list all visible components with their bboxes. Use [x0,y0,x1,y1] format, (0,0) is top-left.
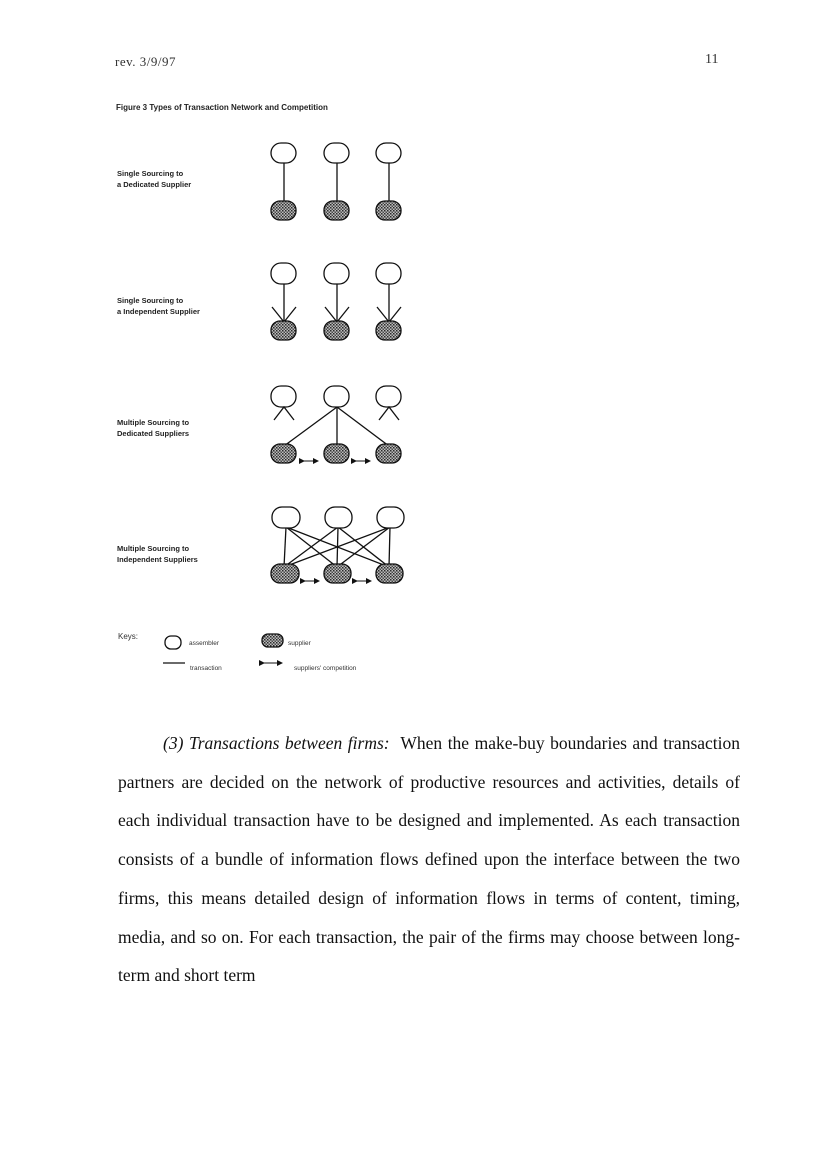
row-2-diagram [271,263,401,340]
row-3-diagram [271,386,401,463]
supplier-node [324,201,349,220]
paragraph-text: When the make-buy boundaries and transaction partners are decided on the network of productive resources and activities, details of each individual transaction have to be designed and implemented. As each transaction consists of a bundle of information flows defined upon the interface between the two firms, this means detailed design of information flows in terms of content, timing, media, and so on. For each transaction, the pair of the firms may choose between long-term and short term [118,733,741,986]
assembler-node [271,143,296,163]
page-number: 11 [705,52,719,67]
supplier-node [271,444,296,463]
row-1-diagram [271,143,401,220]
transaction-line [337,407,389,446]
row-label-multiple-dedicated: Multiple Sourcing to Dedicated Suppliers [117,418,190,438]
supplier-node [376,201,401,220]
supplier-key-label: supplier [288,640,311,647]
assembler-node [324,143,349,163]
keys-legend [163,634,283,663]
supplier-key-icon [262,634,283,647]
assembler-node [376,263,401,284]
supplier-node [271,321,296,340]
assembler-node [324,386,349,407]
supplier-node [376,444,401,463]
assembler-node [377,507,404,528]
row-label-multiple-independent: Multiple Sourcing to Independent Suppliers [117,544,198,564]
assembler-node [272,507,300,528]
assembler-key-icon [165,636,181,649]
keys-label: Keys: [118,632,139,641]
row-label-single-dedicated: Single Sourcing to a Dedicated Supplier [117,169,192,189]
assembler-key-label: assembler [189,640,219,647]
assembler-node [376,386,401,407]
supplier-node [271,564,299,583]
assembler-node [271,263,296,284]
revision-date: rev. 3/9/97 [115,54,176,69]
section-heading: (3) Transactions between firms: [163,733,390,753]
supplier-node [324,444,349,463]
supplier-node [376,564,403,583]
assembler-node [324,263,349,284]
competition-key-label: suppliers' competition [294,665,357,672]
transaction-key-label: transaction [190,665,222,672]
body-paragraph [118,724,740,995]
transaction-line [284,407,337,446]
supplier-node [376,321,401,340]
arrow-head [379,407,399,420]
arrow-head [274,407,294,420]
transaction-line [284,527,286,567]
row-4-diagram [271,507,404,583]
assembler-node [271,386,296,407]
supplier-node [324,321,349,340]
assembler-node [325,507,352,528]
transaction-line [389,527,390,567]
row-label-single-independent: Single Sourcing to a Independent Supplier [117,296,200,316]
supplier-node [324,564,351,583]
assembler-node [376,143,401,163]
supplier-node [271,201,296,220]
figure-title: Figure 3 Types of Transaction Network and Competition [116,103,328,112]
